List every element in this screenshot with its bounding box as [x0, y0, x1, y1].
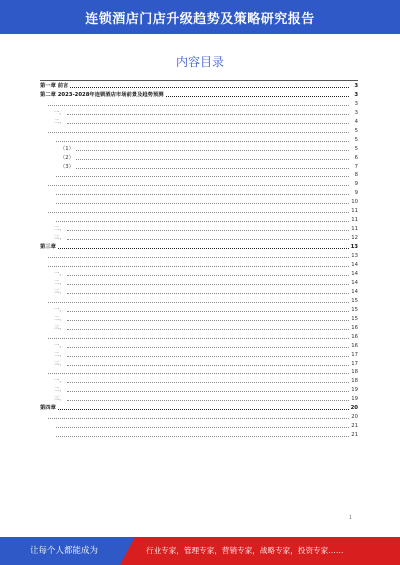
toc-entry-label: 二、: [54, 226, 65, 233]
toc-entry[interactable]: [40, 412, 358, 421]
toc-chapter[interactable]: [40, 242, 358, 251]
toc-page-number: 14: [351, 262, 358, 269]
toc-leader-dots: [56, 221, 349, 222]
toc-page-number: 18: [351, 369, 358, 376]
toc-entry-label: 二、: [54, 315, 65, 322]
toc-entry[interactable]: [40, 376, 358, 385]
toc-entry[interactable]: [40, 224, 358, 233]
toc-page-number: 3: [354, 82, 358, 89]
toc-leader-dots: [166, 96, 349, 97]
toc-entry[interactable]: [40, 350, 358, 359]
toc-page-number: 3: [354, 109, 358, 116]
toc-page-number: 11: [351, 226, 358, 233]
toc-entry[interactable]: [40, 206, 358, 215]
toc-entry[interactable]: [40, 394, 358, 403]
toc-page-number: 6: [354, 154, 358, 161]
toc-entry-label: 三、: [54, 396, 65, 403]
toc-entry[interactable]: [40, 215, 358, 224]
footer-slogan: 让每个人都能成为: [29, 546, 98, 556]
toc-leader-dots: [56, 176, 349, 177]
toc-entry-label: 第四章: [40, 405, 56, 412]
toc-leader-dots: [48, 338, 349, 339]
toc-page-number: 20: [351, 414, 358, 421]
toc-entry[interactable]: [40, 287, 358, 296]
toc-entry[interactable]: [40, 260, 358, 269]
toc-page-number: 16: [351, 333, 358, 340]
toc-entry-label: 三、: [54, 360, 65, 367]
toc-leader-dots: [67, 347, 349, 348]
toc-page-number: 8: [354, 172, 358, 179]
toc-entry[interactable]: [40, 99, 358, 108]
toc-leader-dots: [48, 257, 349, 258]
toc-page-number: 4: [354, 118, 358, 125]
toc-chapter[interactable]: [40, 90, 358, 99]
toc-page-number: 5: [354, 127, 358, 134]
toc-entry-label: 三、: [54, 235, 65, 242]
toc-entry-label: 一、: [54, 109, 65, 116]
toc-entry[interactable]: [40, 179, 358, 188]
toc-leader-dots: [58, 409, 349, 410]
toc-page-number: 19: [351, 396, 358, 403]
toc-page-number: 7: [354, 163, 358, 170]
toc-entry-label: 二、: [54, 118, 65, 125]
toc-leader-dots: [67, 382, 349, 383]
toc-page-number: 17: [351, 360, 358, 367]
toc-entry-label: （2）: [60, 154, 74, 161]
toc-entry[interactable]: [40, 269, 358, 278]
toc-entry[interactable]: [40, 332, 358, 341]
toc-page-number: 15: [351, 315, 358, 322]
toc-entry-label: 二、: [54, 279, 65, 286]
toc-leader-dots: [56, 427, 349, 428]
toc-entry[interactable]: [40, 385, 358, 394]
toc-leader-dots: [76, 150, 349, 151]
toc-page-number: 14: [351, 279, 358, 286]
toc-page-number: 14: [351, 288, 358, 295]
toc-page-number: 16: [351, 342, 358, 349]
toc-leader-dots: [48, 418, 349, 419]
toc-entry[interactable]: [40, 314, 358, 323]
toc-entry-label: 一、: [54, 378, 65, 385]
toc-leader-dots: [67, 391, 349, 392]
toc-leader-dots: [70, 87, 349, 88]
toc-leader-dots: [67, 320, 349, 321]
toc-page-number: 10: [351, 199, 358, 206]
toc-leader-dots: [67, 329, 349, 330]
table-of-contents: [40, 80, 358, 439]
toc-entry[interactable]: [40, 135, 358, 144]
toc-entry[interactable]: [40, 153, 358, 162]
toc-entry[interactable]: [40, 278, 358, 287]
toc-entry[interactable]: [40, 162, 358, 171]
toc-page-number: 5: [354, 145, 358, 152]
toc-page-number: 13: [350, 244, 358, 251]
toc-entry-label: 二、: [54, 351, 65, 358]
toc-entry[interactable]: [40, 359, 358, 368]
toc-page-number: 3: [354, 91, 358, 98]
toc-page-number: 21: [351, 423, 358, 430]
toc-entry[interactable]: [40, 430, 358, 439]
toc-page-number: 9: [354, 190, 358, 197]
toc-page-number: 17: [351, 351, 358, 358]
toc-entry[interactable]: [40, 323, 358, 332]
toc-entry-label: 第一章 前言: [40, 82, 69, 89]
toc-entry[interactable]: [40, 421, 358, 430]
toc-page-number: 11: [351, 208, 358, 215]
toc-leader-dots: [56, 194, 349, 195]
toc-entry[interactable]: [40, 251, 358, 260]
toc-entry[interactable]: [40, 108, 358, 117]
toc-leader-dots: [48, 302, 349, 303]
toc-leader-dots: [67, 284, 349, 285]
toc-page-number: 19: [351, 387, 358, 394]
toc-entry-label: 一、: [54, 306, 65, 313]
toc-entry-label: 三、: [54, 324, 65, 331]
toc-entry[interactable]: [40, 117, 358, 126]
toc-page-number: 12: [351, 235, 358, 242]
toc-entry[interactable]: [40, 296, 358, 305]
toc-leader-dots: [48, 373, 349, 374]
toc-entry-label: 三、: [54, 288, 65, 295]
toc-entry[interactable]: [40, 233, 358, 242]
toc-leader-dots: [48, 132, 349, 133]
toc-entry[interactable]: [40, 368, 358, 377]
toc-entry[interactable]: [40, 341, 358, 350]
toc-page-number: 3: [354, 100, 358, 107]
toc-leader-dots: [48, 185, 349, 186]
toc-page-number: 14: [351, 270, 358, 277]
toc-entry-label: （1）: [60, 145, 74, 152]
toc-leader-dots: [67, 275, 349, 276]
toc-heading: 内容目录: [175, 55, 224, 69]
toc-leader-dots: [56, 141, 349, 142]
toc-entry[interactable]: [40, 188, 358, 197]
header-bar: [0, 0, 400, 34]
toc-entry-label: 第三章: [40, 244, 56, 251]
toc-leader-dots: [67, 400, 349, 401]
toc-leader-dots: [67, 123, 349, 124]
toc-leader-dots: [48, 105, 349, 106]
toc-leader-dots: [67, 293, 349, 294]
toc-entry-label: 一、: [54, 270, 65, 277]
toc-leader-dots: [67, 365, 349, 366]
toc-leader-dots: [67, 356, 349, 357]
toc-entry[interactable]: [40, 171, 358, 180]
toc-leader-dots: [48, 212, 349, 213]
toc-leader-dots: [67, 230, 349, 231]
toc-entry-label: 二、: [54, 387, 65, 394]
toc-entry-label: 一、: [54, 342, 65, 349]
toc-entry[interactable]: [40, 197, 358, 206]
toc-leader-dots: [56, 203, 349, 204]
footer-banner: [0, 537, 400, 565]
toc-page-number: 20: [350, 405, 358, 412]
toc-page-number: 13: [351, 253, 358, 260]
page-number: 1: [348, 515, 352, 521]
toc-leader-dots: [76, 168, 349, 169]
report-title: 连锁酒店门店升级趋势及策略研究报告: [85, 12, 315, 27]
toc-leader-dots: [67, 311, 349, 312]
toc-page-number: 9: [354, 181, 358, 188]
toc-leader-dots: [48, 266, 349, 267]
toc-entry[interactable]: [40, 126, 358, 135]
toc-chapter[interactable]: [40, 80, 358, 90]
toc-page-number: 21: [351, 432, 358, 439]
toc-entry-label: 第二章 2023-2028年连锁酒店市场前景及趋势预测: [40, 91, 164, 98]
toc-entry[interactable]: [40, 144, 358, 153]
footer-tagline: 行业专家，管理专家，营销专家，战略专家，投资专家……: [146, 546, 344, 555]
toc-page-number: 15: [351, 306, 358, 313]
toc-entry-label: （3）: [60, 163, 74, 170]
toc-page-number: 15: [351, 297, 358, 304]
toc-page-number: 18: [351, 378, 358, 385]
toc-page-number: 16: [351, 324, 358, 331]
toc-leader-dots: [58, 248, 349, 249]
toc-leader-dots: [67, 239, 349, 240]
toc-leader-dots: [67, 114, 349, 115]
toc-leader-dots: [56, 436, 349, 437]
toc-leader-dots: [76, 159, 349, 160]
toc-entry[interactable]: [40, 305, 358, 314]
toc-chapter[interactable]: [40, 403, 358, 412]
toc-page-number: 11: [351, 217, 358, 224]
toc-page-number: 5: [354, 136, 358, 143]
